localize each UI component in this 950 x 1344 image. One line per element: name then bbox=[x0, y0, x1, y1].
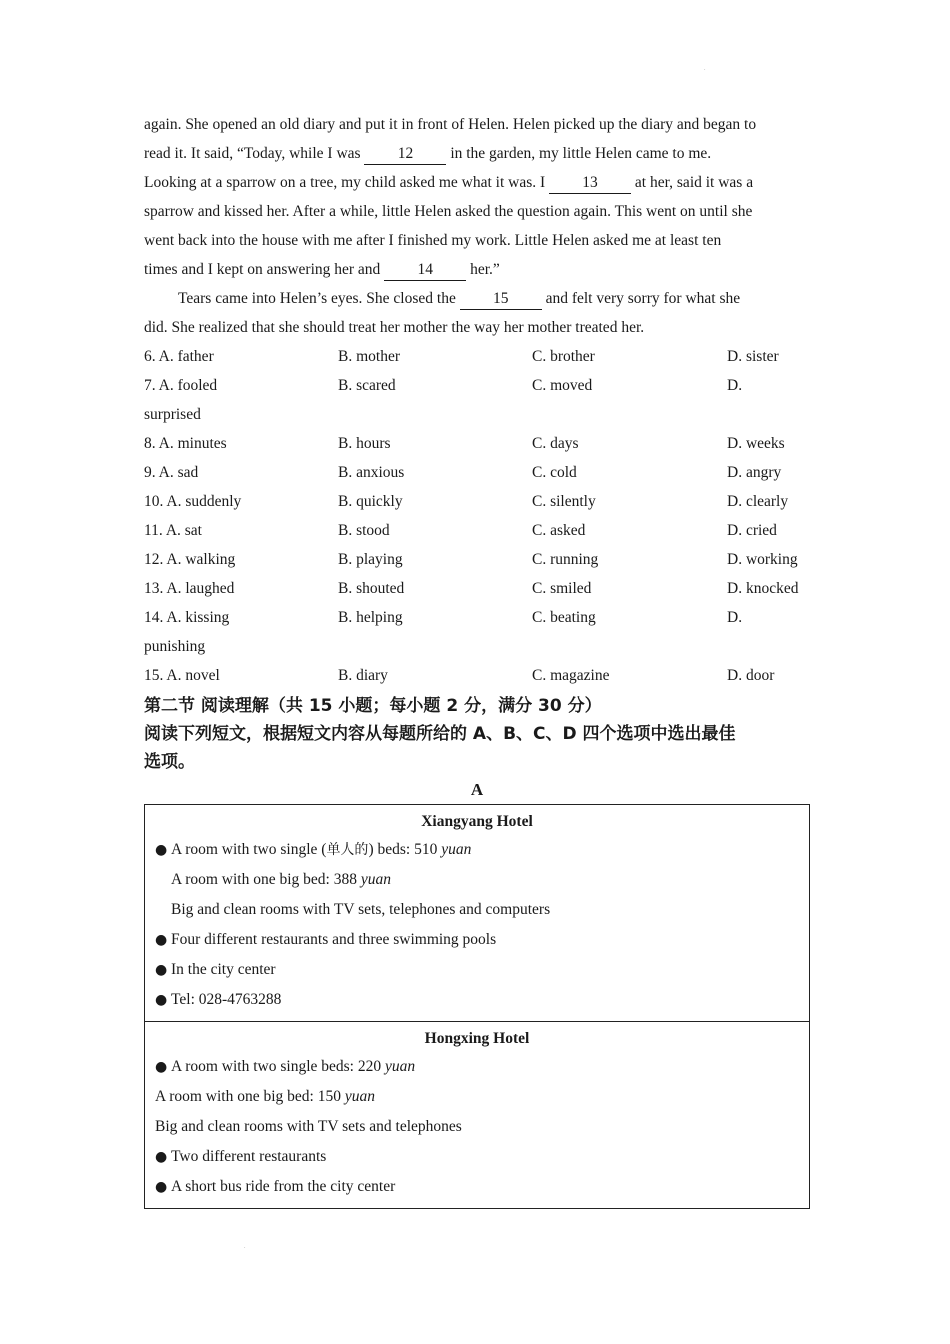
hotel-feature: ● A room with two single beds: 220 yuan bbox=[155, 1052, 799, 1082]
option-b: B. diary bbox=[338, 667, 388, 684]
option-row-10 bbox=[144, 487, 810, 516]
option-b: B. mother bbox=[338, 348, 400, 365]
hotel-feature: A room with one big bed: 388 yuan bbox=[171, 871, 392, 888]
hotel-feature: ● Two different restaurants bbox=[155, 1142, 799, 1172]
option-d-wrap: surprised bbox=[144, 406, 201, 423]
passage-line: read it. It said, “Today, while I was 12 in the garden, my little Helen came to me. bbox=[144, 139, 810, 168]
bullet-icon: ● bbox=[155, 1059, 168, 1075]
passage-line: Looking at a sparrow on a tree, my child asked me what it was. I 13 at her, said it was a bbox=[144, 168, 810, 197]
option-d: D. working bbox=[727, 551, 798, 568]
option-row-15 bbox=[144, 661, 810, 690]
blank-12: 12 bbox=[364, 144, 446, 165]
option-c: C. brother bbox=[532, 348, 595, 365]
option-c: C. running bbox=[532, 551, 599, 568]
option-b: B. stood bbox=[338, 522, 390, 539]
bullet-icon: ● bbox=[155, 962, 168, 978]
part-letter: A bbox=[470, 780, 484, 799]
hotel-feature: ● In the city center bbox=[155, 955, 799, 985]
exam-page bbox=[144, 110, 810, 1209]
option-row-6 bbox=[144, 342, 810, 371]
speck: . bbox=[244, 1244, 246, 1250]
option-b: B. hours bbox=[338, 435, 391, 452]
bullet-icon: ● bbox=[155, 992, 168, 1008]
option-c: C. cold bbox=[532, 464, 577, 481]
hotel-table bbox=[144, 804, 810, 1209]
option-a: 6. A. father bbox=[144, 348, 214, 365]
option-c: C. moved bbox=[532, 377, 593, 394]
hotel-name: Hongxing Hotel bbox=[424, 1030, 530, 1047]
option-a: 11. A. sat bbox=[144, 522, 202, 539]
bullet-icon: ● bbox=[155, 842, 168, 858]
option-b: B. anxious bbox=[338, 464, 405, 481]
passage-line: again. She opened an old diary and put it in front of Helen. Helen picked up the diary and began to bbox=[144, 116, 757, 133]
option-a: 14. A. kissing bbox=[144, 609, 230, 626]
hotel-feature: ● Four different restaurants and three swimming pools bbox=[155, 925, 799, 955]
section-heading: 第二节 阅读理解（共 15 小题；每小题 2 分，满分 30 分） bbox=[144, 696, 602, 716]
option-row-12 bbox=[144, 545, 810, 574]
option-a: 10. A. suddenly bbox=[144, 493, 242, 510]
option-b: B. quickly bbox=[338, 493, 403, 510]
bullet-icon: ● bbox=[155, 1149, 168, 1165]
option-b: B. scared bbox=[338, 377, 396, 394]
passage-line: sparrow and kissed her. After a while, little Helen asked the question again. This went on until she bbox=[144, 203, 753, 220]
option-row-8 bbox=[144, 429, 810, 458]
option-d-wrap: punishing bbox=[144, 638, 206, 655]
option-c: C. asked bbox=[532, 522, 586, 539]
hotel-xiangyang bbox=[145, 805, 809, 1021]
option-row-11 bbox=[144, 516, 810, 545]
option-row-13 bbox=[144, 574, 810, 603]
hotel-feature: ● A short bus ride from the city center bbox=[155, 1172, 799, 1202]
option-a: 7. A. fooled bbox=[144, 377, 218, 394]
option-d: D. door bbox=[727, 667, 775, 684]
blank-15: 15 bbox=[460, 289, 542, 310]
speck: . bbox=[704, 66, 706, 72]
passage-line: did. She realized that she should treat her mother the way her mother treated her. bbox=[144, 319, 645, 336]
hotel-feature: ● A room with two single (单人的) beds: 510 yuan bbox=[155, 835, 799, 865]
option-row-14 bbox=[144, 603, 810, 632]
section-instruction: 选项。 bbox=[144, 752, 195, 772]
hotel-feature: ● Tel: 028-4763288 bbox=[155, 985, 799, 1015]
option-d: D. bbox=[727, 609, 743, 626]
option-c: C. magazine bbox=[532, 667, 610, 684]
option-b: B. playing bbox=[338, 551, 403, 568]
blank-13: 13 bbox=[549, 173, 631, 194]
option-c: C. smiled bbox=[532, 580, 592, 597]
hotel-hongxing bbox=[145, 1021, 809, 1208]
option-d: D. cried bbox=[727, 522, 777, 539]
bullet-icon: ● bbox=[155, 1179, 168, 1195]
option-c: C. beating bbox=[532, 609, 596, 626]
option-a: 8. A. minutes bbox=[144, 435, 227, 452]
section-instruction: 阅读下列短文，根据短文内容从每题所给的 A、B、C、D 四个选项中选出最佳 bbox=[144, 724, 736, 744]
option-row-7 bbox=[144, 371, 810, 400]
option-d: D. knocked bbox=[727, 580, 799, 597]
option-d: D. bbox=[727, 377, 743, 394]
hotel-feature: Big and clean rooms with TV sets and telephones bbox=[155, 1118, 462, 1135]
blank-14: 14 bbox=[384, 260, 466, 281]
options-list bbox=[144, 342, 810, 690]
bullet-icon: ● bbox=[155, 932, 168, 948]
passage-line: times and I kept on answering her and 14 her.” bbox=[144, 255, 810, 284]
passage-line: went back into the house with me after I finished my work. Little Helen asked me at least ten bbox=[144, 232, 722, 249]
option-b: B. helping bbox=[338, 609, 403, 626]
option-a: 13. A. laughed bbox=[144, 580, 235, 597]
option-a: 15. A. novel bbox=[144, 667, 220, 684]
option-c: C. days bbox=[532, 435, 579, 452]
option-a: 9. A. sad bbox=[144, 464, 199, 481]
option-row-9 bbox=[144, 458, 810, 487]
option-d: D. clearly bbox=[727, 493, 789, 510]
hotel-feature: A room with one big bed: 150 yuan bbox=[155, 1088, 376, 1105]
option-d: D. angry bbox=[727, 464, 782, 481]
option-d: D. weeks bbox=[727, 435, 785, 452]
option-c: C. silently bbox=[532, 493, 596, 510]
hotel-feature: Big and clean rooms with TV sets, telephones and computers bbox=[171, 901, 551, 918]
option-d: D. sister bbox=[727, 348, 779, 365]
cloze-passage bbox=[144, 110, 810, 342]
option-b: B. shouted bbox=[338, 580, 405, 597]
option-a: 12. A. walking bbox=[144, 551, 236, 568]
passage-line: Tears came into Helen’s eyes. She closed the 15 and felt very sorry for what she bbox=[144, 284, 810, 313]
hotel-name: Xiangyang Hotel bbox=[421, 813, 533, 830]
